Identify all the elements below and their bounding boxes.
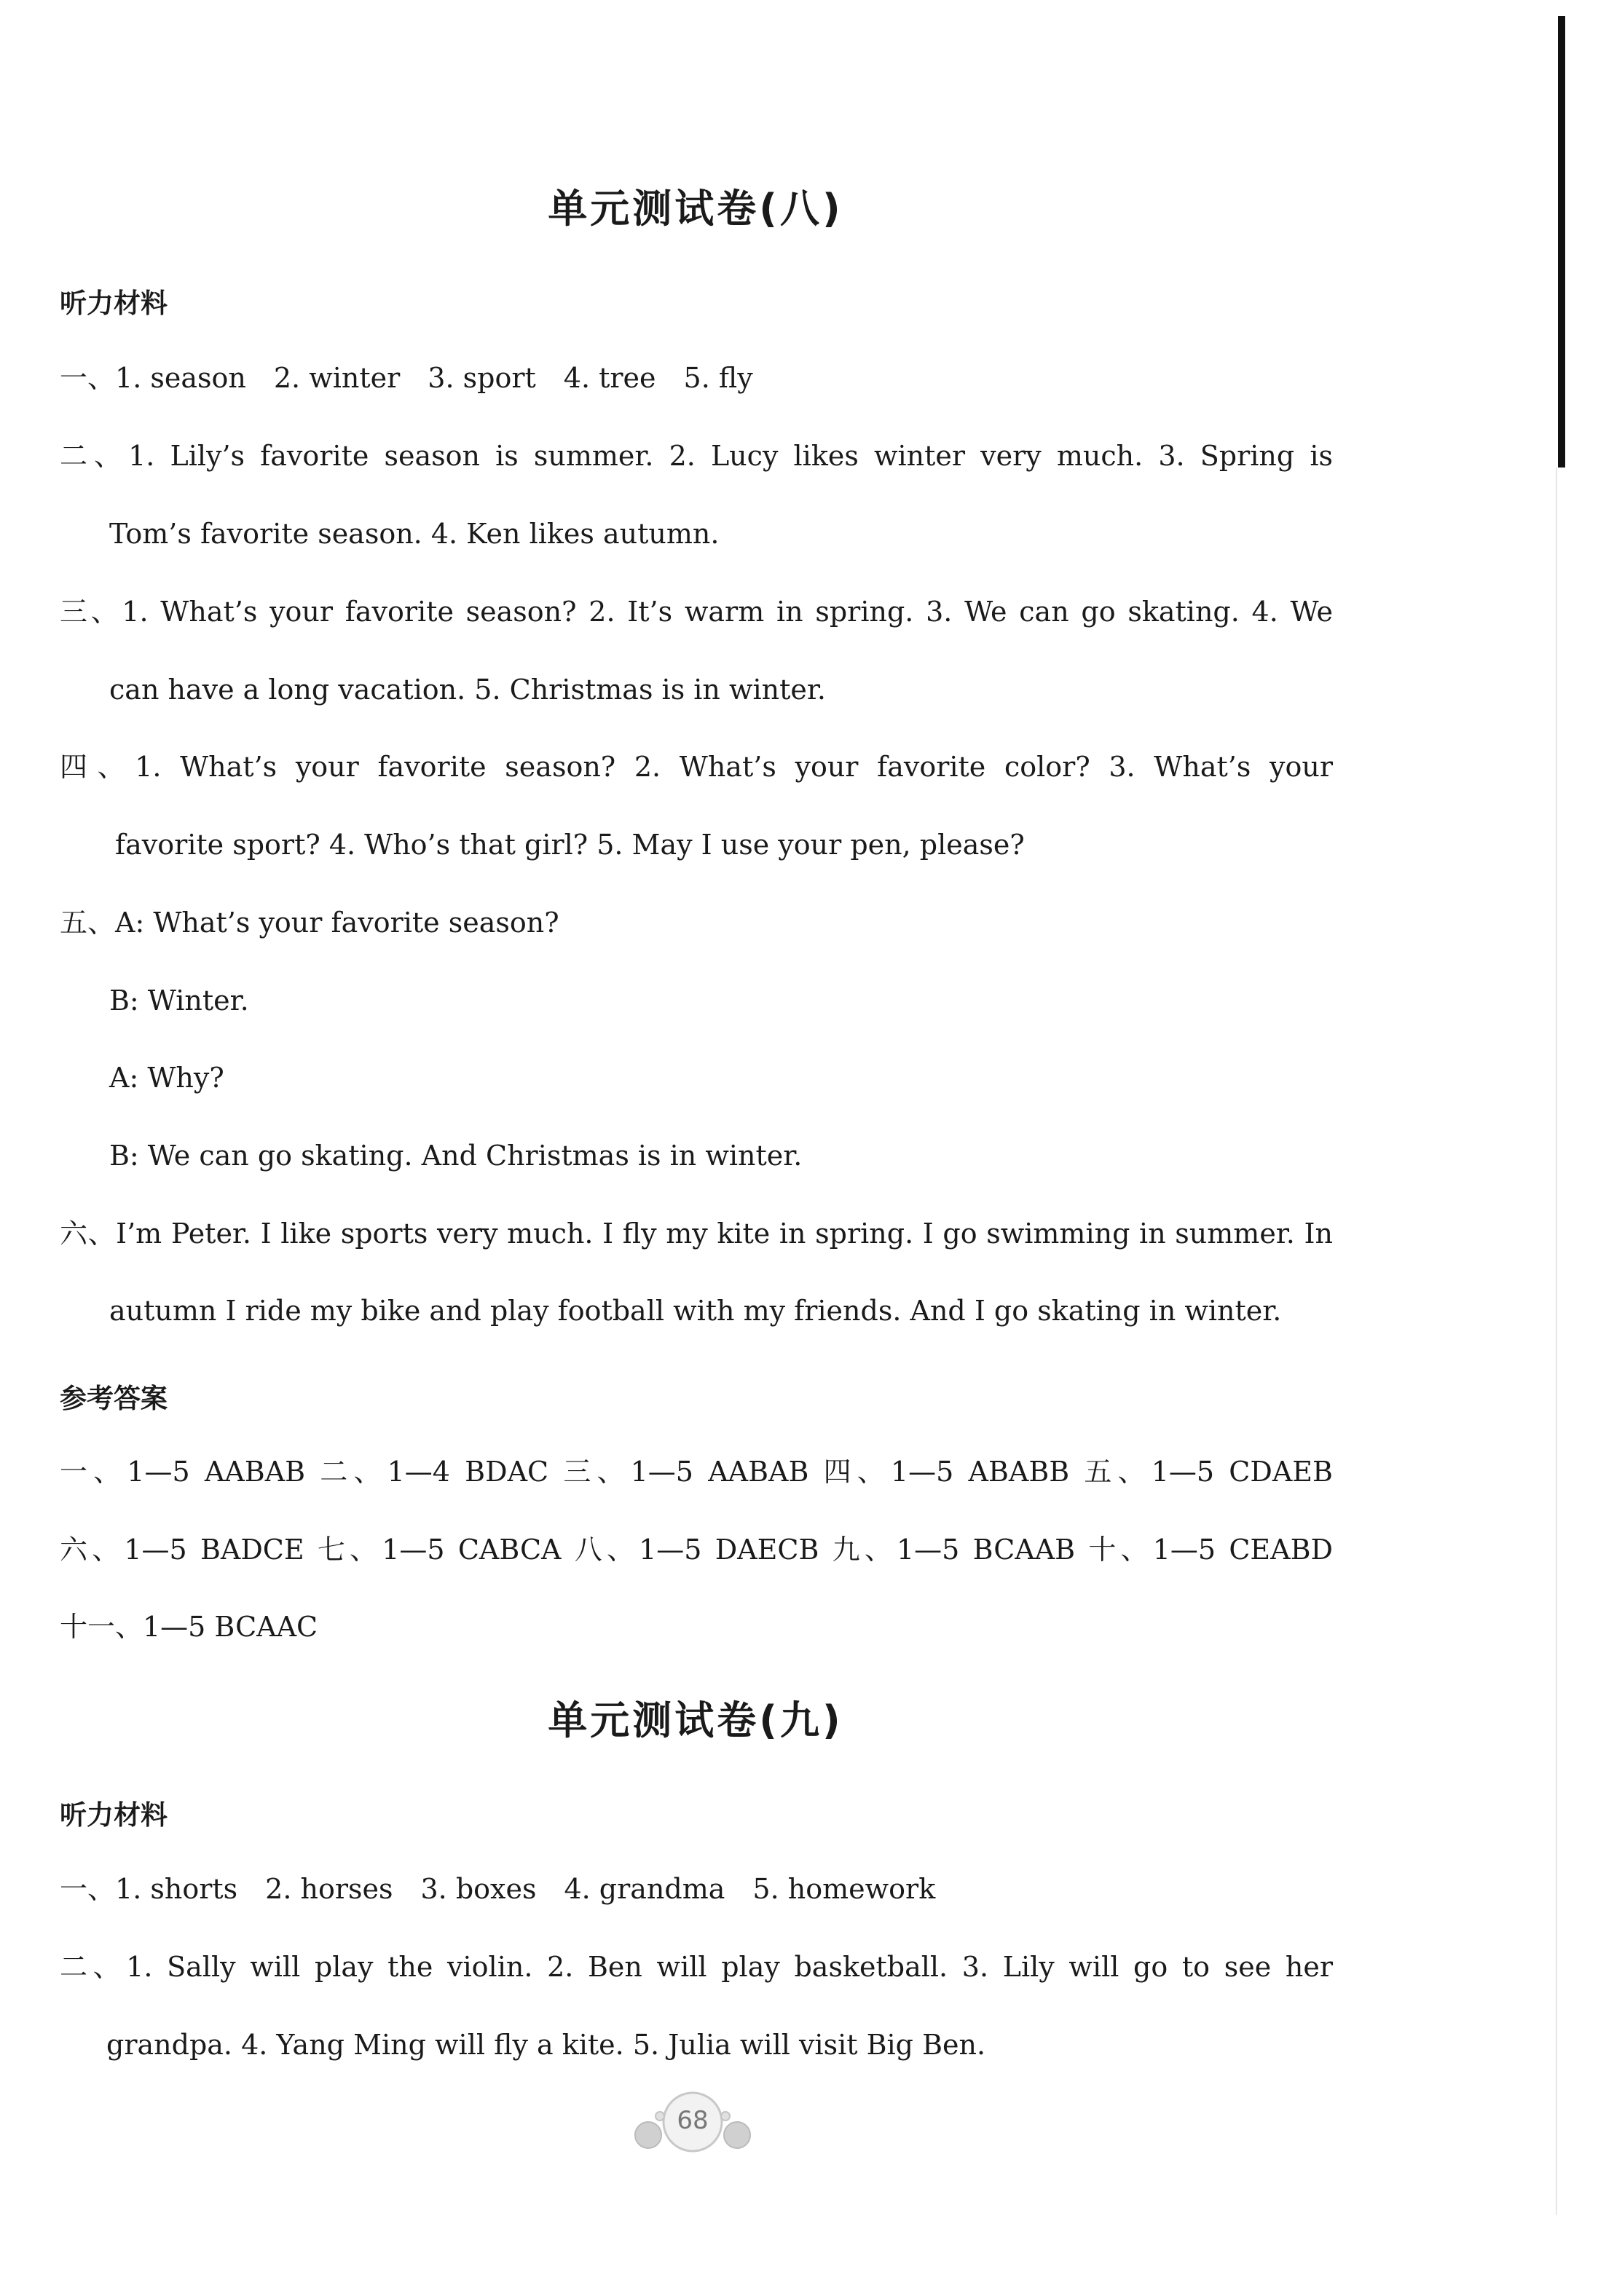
word-item: 5. fly: [683, 362, 753, 394]
unit8-title: 单元测试卷(八): [548, 186, 843, 232]
word-item: 4. tree: [563, 362, 656, 394]
answer-item: 七、1—5 CABCA: [317, 1534, 562, 1566]
unit8-section-6-line2: autumn I ride my bike and play football with my friends. And I go skating in winter.: [109, 1295, 1282, 1327]
word-item: 2. winter: [273, 362, 401, 394]
section-label: 一、: [60, 362, 116, 394]
unit8-section-1: [60, 360, 1333, 396]
answer-item: 三、1—5 AABAB: [563, 1456, 809, 1488]
unit8-section-6-line1: 六、I’m Peter. I like sports very much. I fly my kite in spring. I go swimming in summer. In: [60, 1218, 1333, 1250]
answer-item: 五、1—5 CDAEB: [1084, 1456, 1333, 1488]
unit8-section-5-line2: B: Winter.: [109, 985, 249, 1017]
word-item: 1. shorts: [115, 1873, 238, 1905]
word-item: 5. homework: [752, 1873, 936, 1905]
unit8-section-3-line1: 三、1. What’s your favorite season? 2. It’s warm in spring. 3. We can go skating. 4. We: [60, 596, 1333, 628]
answer-item: 十、1—5 CEABD: [1088, 1534, 1333, 1566]
unit8-section-3-line2: can have a long vacation. 5. Christmas is in winter.: [109, 674, 826, 706]
unit8-section-2-line1: 二、1. Lily’s favorite season is summer. 2. Lucy likes winter very much. 3. Spring is: [60, 440, 1333, 472]
unit9-title: 单元测试卷(九): [548, 1697, 843, 1743]
word-item: 3. sport: [428, 362, 536, 394]
unit8-section-5-line4: B: We can go skating. And Christmas is in winter.: [109, 1140, 803, 1172]
unit8-section-4-line2: favorite sport? 4. Who’s that girl? 5. May I use your pen, please?: [115, 829, 1025, 861]
page-number-badge: [631, 2090, 755, 2163]
unit8-section-2-line2: Tom’s favorite season. 4. Ken likes autumn.: [109, 518, 720, 550]
word-item: 1. season: [115, 362, 246, 394]
answer-item: 二、1—4 BDAC: [320, 1456, 549, 1488]
unit8-answers-heading: 参考答案: [60, 1383, 168, 1414]
unit9-section-2-line2: grandpa. 4. Yang Ming will fly a kite. 5. Julia will visit Big Ben.: [106, 2029, 986, 2061]
word-item: 3. boxes: [420, 1873, 537, 1905]
answer-item: 九、1—5 BCAAB: [832, 1534, 1076, 1566]
answers-row-3: 十一、1—5 BCAAC: [60, 1611, 318, 1643]
unit9-section-1: [60, 1871, 1333, 1907]
scan-edge-shadow: [1556, 468, 1557, 2215]
word-item: 4. grandma: [564, 1873, 725, 1905]
unit8-listening-heading: 听力材料: [60, 288, 168, 319]
answer-item: 六、1—5 BADCE: [60, 1534, 304, 1566]
answer-item: 一、1—5 AABAB: [60, 1456, 306, 1488]
unit8-section-5-line1: 五、A: What’s your favorite season?: [60, 907, 559, 939]
answers-row-1: [60, 1453, 1333, 1490]
answers-row-2: [60, 1531, 1333, 1568]
unit8-section-4-line1: 四、1. What’s your favorite season? 2. What’s your favorite color? 3. What’s your: [60, 751, 1333, 783]
unit8-section-5-line3: A: Why?: [109, 1062, 224, 1094]
answer-item: 四、1—5 ABABB: [823, 1456, 1070, 1488]
answer-item: 八、1—5 DAECB: [574, 1534, 819, 1566]
unit9-listening-heading: 听力材料: [60, 1799, 168, 1831]
word-item: 2. horses: [265, 1873, 393, 1905]
scan-edge-line: [1558, 16, 1565, 468]
unit9-section-2-line1: 二、1. Sally will play the violin. 2. Ben will play basketball. 3. Lily will go to see her: [60, 1951, 1333, 1983]
section-label: 一、: [60, 1873, 116, 1905]
page-number: 68: [677, 2106, 709, 2135]
